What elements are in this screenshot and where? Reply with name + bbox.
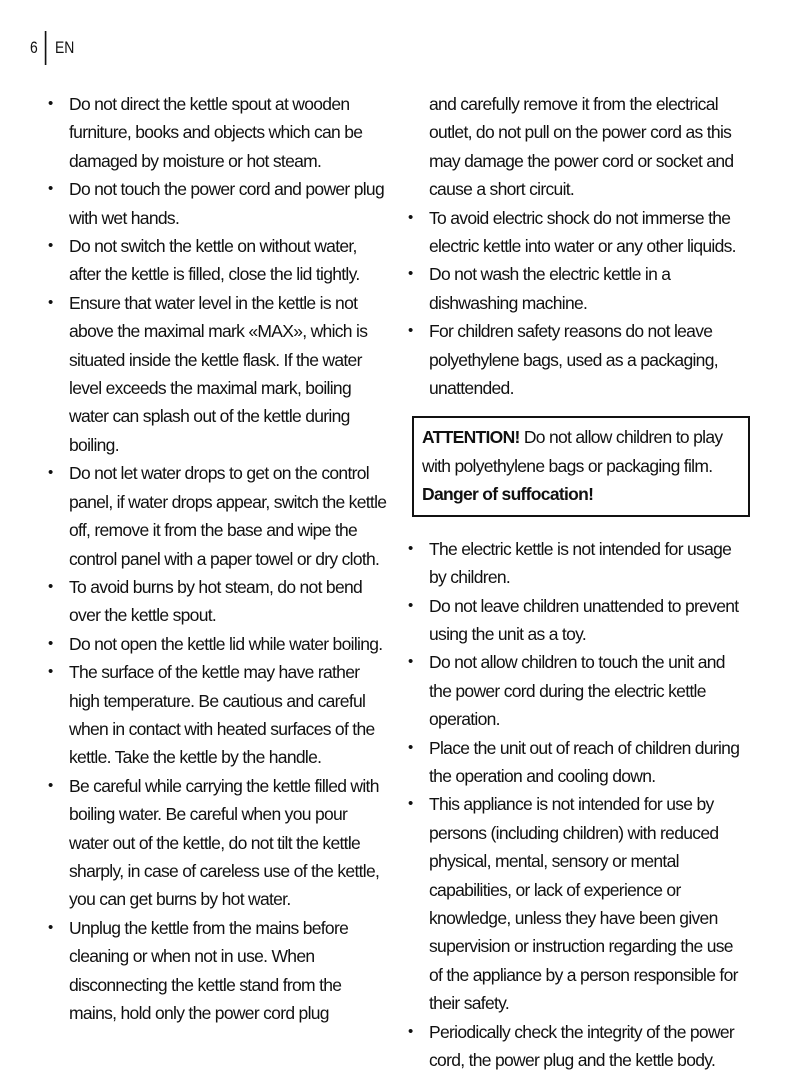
list-item: • Do not allow children to touch the unit and the power cord during the electric kettle operation. bbox=[408, 648, 748, 733]
attention-emphasis: Danger of suffocation! bbox=[422, 484, 594, 505]
list-item: • Do not open the kettle lid while water boiling. bbox=[48, 630, 388, 658]
header-divider bbox=[45, 31, 47, 65]
list-item: • Do not let water drops to get on the control panel, if water drops appear, switch the kettle off, remove it from the base and wipe the control panel with a paper towel or dry cloth. bbox=[48, 459, 388, 573]
list-item: • For children safety reasons do not leave polyethylene bags, used as a packaging, unattended. bbox=[408, 317, 748, 402]
list-item: • Place the unit out of reach of children during the operation and cooling down. bbox=[408, 734, 748, 791]
list-item: • To avoid electric shock do not immerse the electric kettle into water or any other liquids. bbox=[408, 204, 748, 261]
right-column bbox=[408, 90, 748, 1074]
language-code: EN bbox=[54, 38, 75, 57]
list-item: • Periodically check the integrity of the power cord, the power plug and the kettle body. bbox=[408, 1018, 748, 1074]
list-item: • This appliance is not intended for use by persons (including children) with reduced physical, mental, sensory or mental capabilities, or lack of experience or knowledge, unless they have been given supervision or instruction regarding the use of the appliance by a person responsible for their safety. bbox=[408, 790, 748, 1017]
right-safety-list-top bbox=[408, 90, 748, 402]
left-column bbox=[48, 90, 388, 1027]
right-safety-list-bottom bbox=[408, 535, 748, 1074]
attention-label: ATTENTION! bbox=[422, 427, 520, 448]
list-item: • Do not direct the kettle spout at wooden furniture, books and objects which can be damaged by moisture or hot steam. bbox=[48, 90, 388, 175]
page-header bbox=[30, 30, 74, 66]
list-item: • Unplug the kettle from the mains before cleaning or when not in use. When disconnecting the kettle stand from the mains, hold only the power cord plug bbox=[48, 914, 388, 1028]
list-item: • To avoid burns by hot steam, do not bend over the kettle spout. bbox=[48, 573, 388, 630]
page-number: 6 bbox=[30, 38, 38, 57]
list-item: • The electric kettle is not intended for usage by children. bbox=[408, 535, 748, 592]
list-item-continuation: and carefully remove it from the electrical outlet, do not pull on the power cord as this may damage the power cord or socket and cause a short circuit. bbox=[429, 94, 734, 200]
list-item: • Do not switch the kettle on without water, after the kettle is filled, close the lid tightly. bbox=[48, 232, 388, 289]
list-item: • Be careful while carrying the kettle filled with boiling water. Be careful when you pour water out of the kettle, do not tilt the kettle sharply, in case of careless use of the kettle, you can get burns by hot water. bbox=[48, 772, 388, 914]
list-item: • Do not touch the power cord and power plug with wet hands. bbox=[48, 175, 388, 232]
attention-text: Do not allow children to play with polyethylene bags or packaging film. bbox=[422, 427, 723, 476]
attention-box bbox=[412, 416, 750, 516]
left-safety-list bbox=[48, 90, 388, 1027]
list-item: • Do not leave children unattended to prevent using the unit as a toy. bbox=[408, 592, 748, 649]
list-item: • Do not wash the electric kettle in a dishwashing machine. bbox=[408, 260, 748, 317]
list-item: • Ensure that water level in the kettle is not above the maximal mark «MAX», which is situated inside the kettle flask. If the water level exceeds the maximal mark, boiling water can splash out of the kettle during boiling. bbox=[48, 289, 388, 459]
list-item: • The surface of the kettle may have rather high temperature. Be cautious and careful when in contact with heated surfaces of the kettle. Take the kettle by the handle. bbox=[48, 658, 388, 772]
